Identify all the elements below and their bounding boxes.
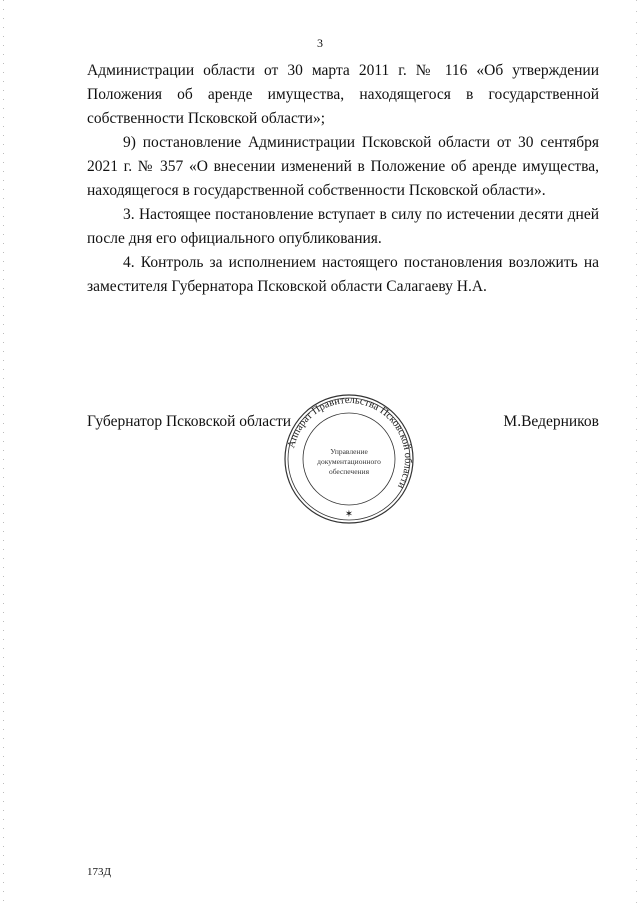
paragraph-continuation: Администрации области от 30 марта 2011 г. № 116 «Об утверждении Положения об аренде имущества, находящегося в государственной собственности Псковской области»; [87, 62, 599, 127]
page-number: 3 [317, 36, 323, 50]
scan-margin-right [636, 0, 637, 905]
stamp-star-icon: ✶ [344, 509, 354, 520]
stamp-inner-line-3: обеспечения [328, 467, 370, 476]
paragraph-clause-4: 4. Контроль за исполнением настоящего постановления возложить на заместителя Губернатора Псковской области Салагаеву Н.А. [87, 254, 599, 295]
document-body [87, 59, 599, 299]
signature-title: Губернатор Псковской области [87, 413, 292, 430]
document-code: 173Д [87, 866, 112, 878]
stamp-inner-line-2: документационного [317, 457, 381, 466]
paragraph-item-9: 9) постановление Администрации Псковской области от 30 сентября 2021 г. № 357 «О внесении изменений в Положение об аренде имущества, находящегося в государственной собственности Псковской области». [87, 134, 599, 199]
paragraph-clause-3: 3. Настоящее постановление вступает в силу по истечении десяти дней после дня его официального опубликования. [87, 206, 599, 247]
stamp-inner-line-1: Управление [330, 447, 368, 456]
stamp-outer-text: Аппарат Правительства Псковской области [286, 394, 414, 491]
signatory-name: М.Ведерников [503, 413, 599, 430]
official-stamp [282, 392, 416, 526]
scan-margin-left [3, 0, 4, 905]
